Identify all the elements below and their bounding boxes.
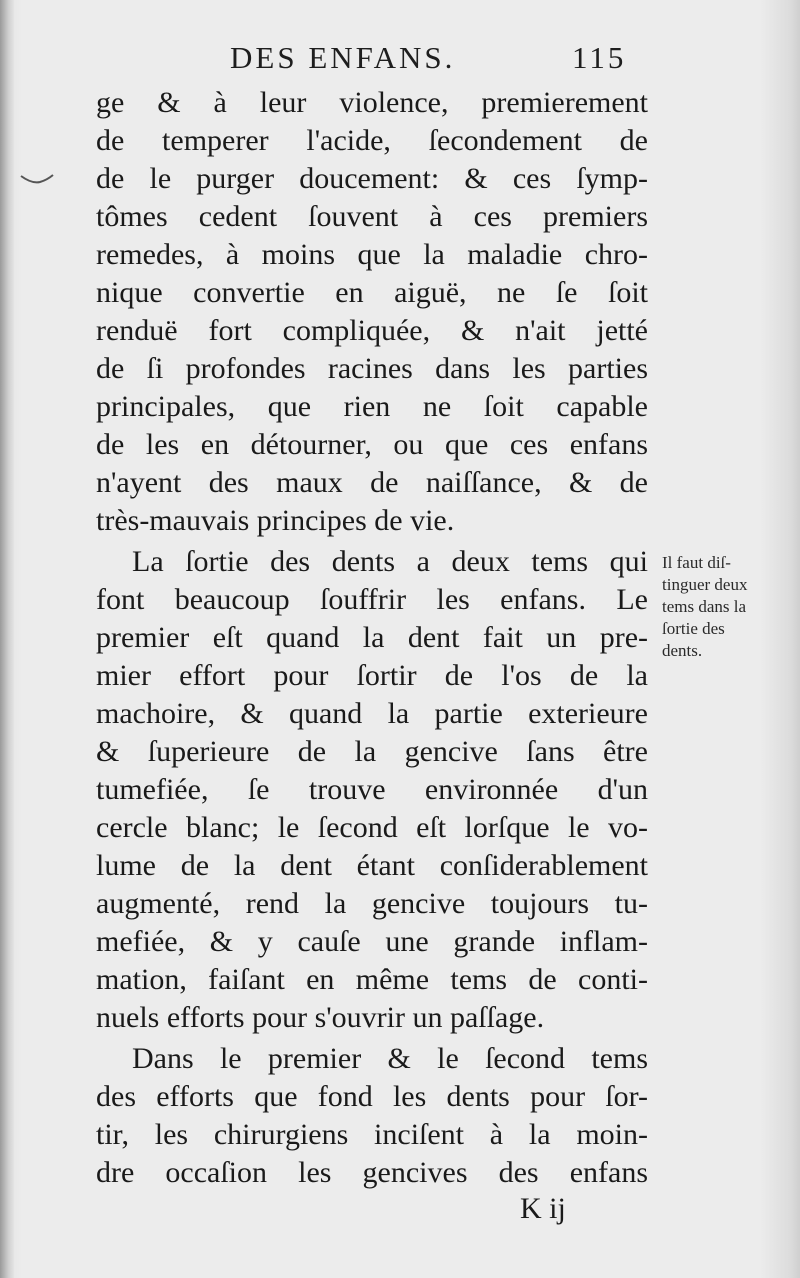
text-line-19: tumefiée, ſe trouve environnée d'un	[96, 773, 648, 806]
text-line-8: de ſi profondes racines dans les parties	[96, 352, 648, 385]
margin-note-line-1: Il faut diſ-	[662, 553, 731, 572]
text-line-3: de le purger doucement: & ces ſymp-	[96, 162, 648, 195]
text-line-2: de temperer l'acide, ſecondement de	[96, 124, 648, 157]
text-line-28: tir, les chirurgiens inciſent à la moin-	[96, 1118, 648, 1151]
margin-note-line-4: ſortie des	[662, 619, 725, 638]
text-line-26: Dans le premier & le ſecond tems	[132, 1042, 648, 1075]
page-fold-mark	[20, 172, 54, 186]
text-line-18: & ſuperieure de la gencive ſans être	[96, 735, 648, 768]
margin-note-line-5: dents.	[662, 641, 703, 660]
text-line-16: mier effort pour ſortir de l'os de la	[96, 659, 648, 692]
text-line-25: nuels efforts pour s'ouvrir un paſſage.	[96, 1001, 545, 1034]
text-line-17: machoire, & quand la partie exterieure	[96, 697, 648, 730]
text-line-9: principales, que rien ne ſoit capable	[96, 390, 648, 423]
margin-note	[662, 552, 792, 662]
text-line-22: augmenté, rend la gencive toujours tu-	[96, 887, 648, 920]
text-line-11: n'ayent des maux de naiſſance, & de	[96, 466, 648, 499]
page-number: 115	[572, 40, 627, 75]
text-line-7: renduë fort compliquée, & n'ait jetté	[96, 314, 648, 347]
text-line-14: font beaucoup ſouffrir les enfans. Le	[96, 583, 648, 616]
text-line-1: ge & à leur violence, premierement	[96, 86, 648, 119]
page-binding-edge	[0, 0, 14, 1278]
text-line-10: de les en détourner, ou que ces enfans	[96, 428, 648, 461]
text-line-27: des efforts que fond les dents pour ſor-	[96, 1080, 648, 1113]
text-line-29: dre occaſion les gencives des enfans	[96, 1156, 648, 1189]
text-line-13: La ſortie des dents a deux tems qui	[132, 545, 648, 578]
text-line-21: lume de la dent étant conſiderablement	[96, 849, 648, 882]
signature-mark: K ij	[520, 1192, 566, 1225]
text-line-20: cercle blanc; le ſecond eſt lorſque le vo-	[96, 811, 648, 844]
text-line-4: tômes cedent ſouvent à ces premiers	[96, 200, 648, 233]
text-line-12: très-mauvais principes de vie.	[96, 504, 455, 537]
margin-note-line-2: tinguer deux	[662, 575, 748, 594]
text-line-24: mation, faiſant en même tems de conti-	[96, 963, 648, 996]
text-line-23: mefiée, & y cauſe une grande inflam-	[96, 925, 648, 958]
text-line-5: remedes, à moins que la maladie chro-	[96, 238, 648, 271]
text-line-6: nique convertie en aiguë, ne ſe ſoit	[96, 276, 648, 309]
margin-note-line-3: tems dans la	[662, 597, 747, 616]
running-head: DES ENFANS.	[230, 40, 456, 75]
text-line-15: premier eſt quand la dent fait un pre-	[96, 621, 648, 654]
